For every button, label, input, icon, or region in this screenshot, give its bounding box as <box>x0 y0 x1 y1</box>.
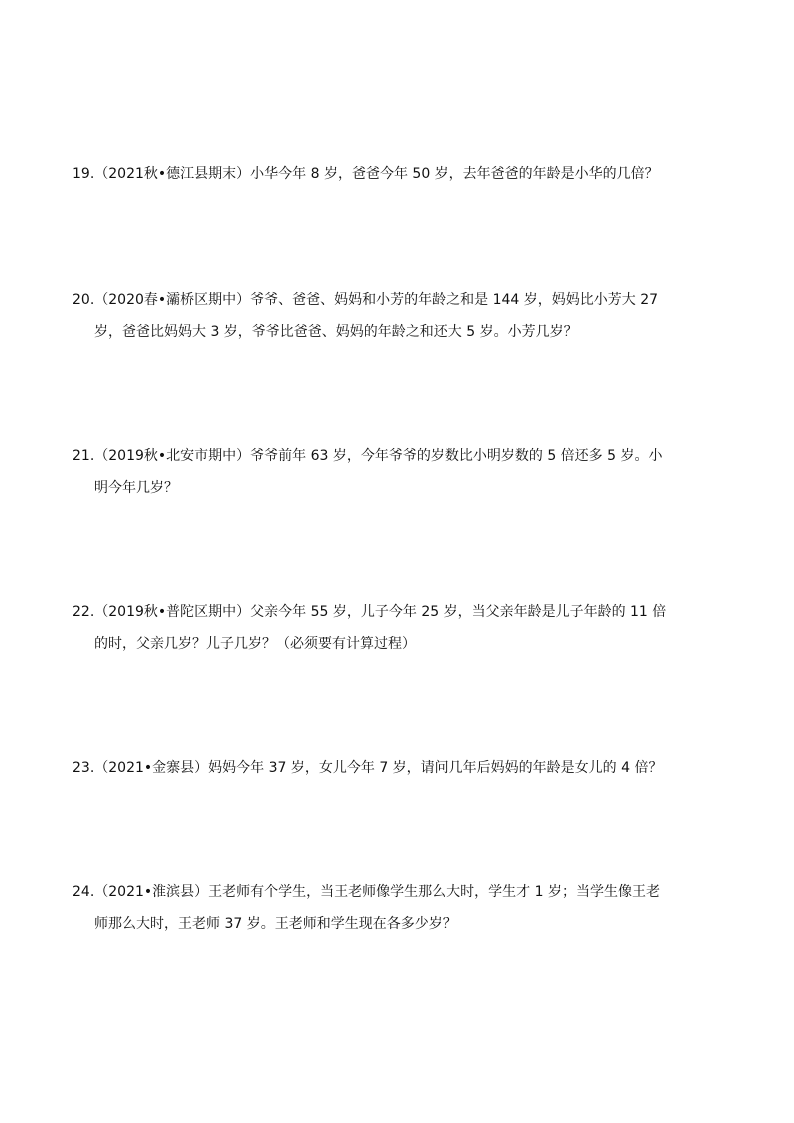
problem-21-line-2: 明今年几岁？ <box>94 480 178 496</box>
problem-19 <box>72 158 724 190</box>
problem-23-line-1: 23.（2021•金寨县）妈妈今年 37 岁，女儿今年 7 岁，请问几年后妈妈的年龄是女儿的 4 倍？ <box>72 760 663 776</box>
problem-23 <box>72 752 724 784</box>
problem-20-line-2: 岁，爸爸比妈妈大 3 岁，爷爷比爸爸、妈妈的年龄之和还大 5 岁。小芳几岁？ <box>94 324 578 340</box>
problem-24-line-2: 师那么大时，王老师 37 岁。王老师和学生现在各多少岁？ <box>94 916 457 932</box>
problem-22-line-1: 22.（2019秋•普陀区期中）父亲今年 55 岁，儿子今年 25 岁，当父亲年龄是儿子年龄的 11 倍 <box>72 604 667 620</box>
problem-22-line-2: 的时，父亲几岁？儿子几岁？（必须要有计算过程） <box>94 636 416 652</box>
problem-24-line-1: 24.（2021•淮滨县）王老师有个学生，当王老师像学生那么大时，学生才 1 岁；当学生像王老 <box>72 884 660 900</box>
problem-22 <box>72 596 724 660</box>
problem-21-line-1: 21.（2019秋•北安市期中）爷爷前年 63 岁，今年爷爷的岁数比小明岁数的 5 倍还多 5 岁。小 <box>72 448 663 464</box>
problem-24 <box>72 876 724 940</box>
problem-20-line-1: 20.（2020春•灞桥区期中）爷爷、爸爸、妈妈和小芳的年龄之和是 144 岁，妈妈比小芳大 27 <box>72 292 659 308</box>
problem-21 <box>72 440 724 504</box>
problem-20 <box>72 284 724 348</box>
problem-19-line-1: 19.（2021秋•德江县期末）小华今年 8 岁，爸爸今年 50 岁，去年爸爸的年龄是小华的几倍？ <box>72 166 659 182</box>
